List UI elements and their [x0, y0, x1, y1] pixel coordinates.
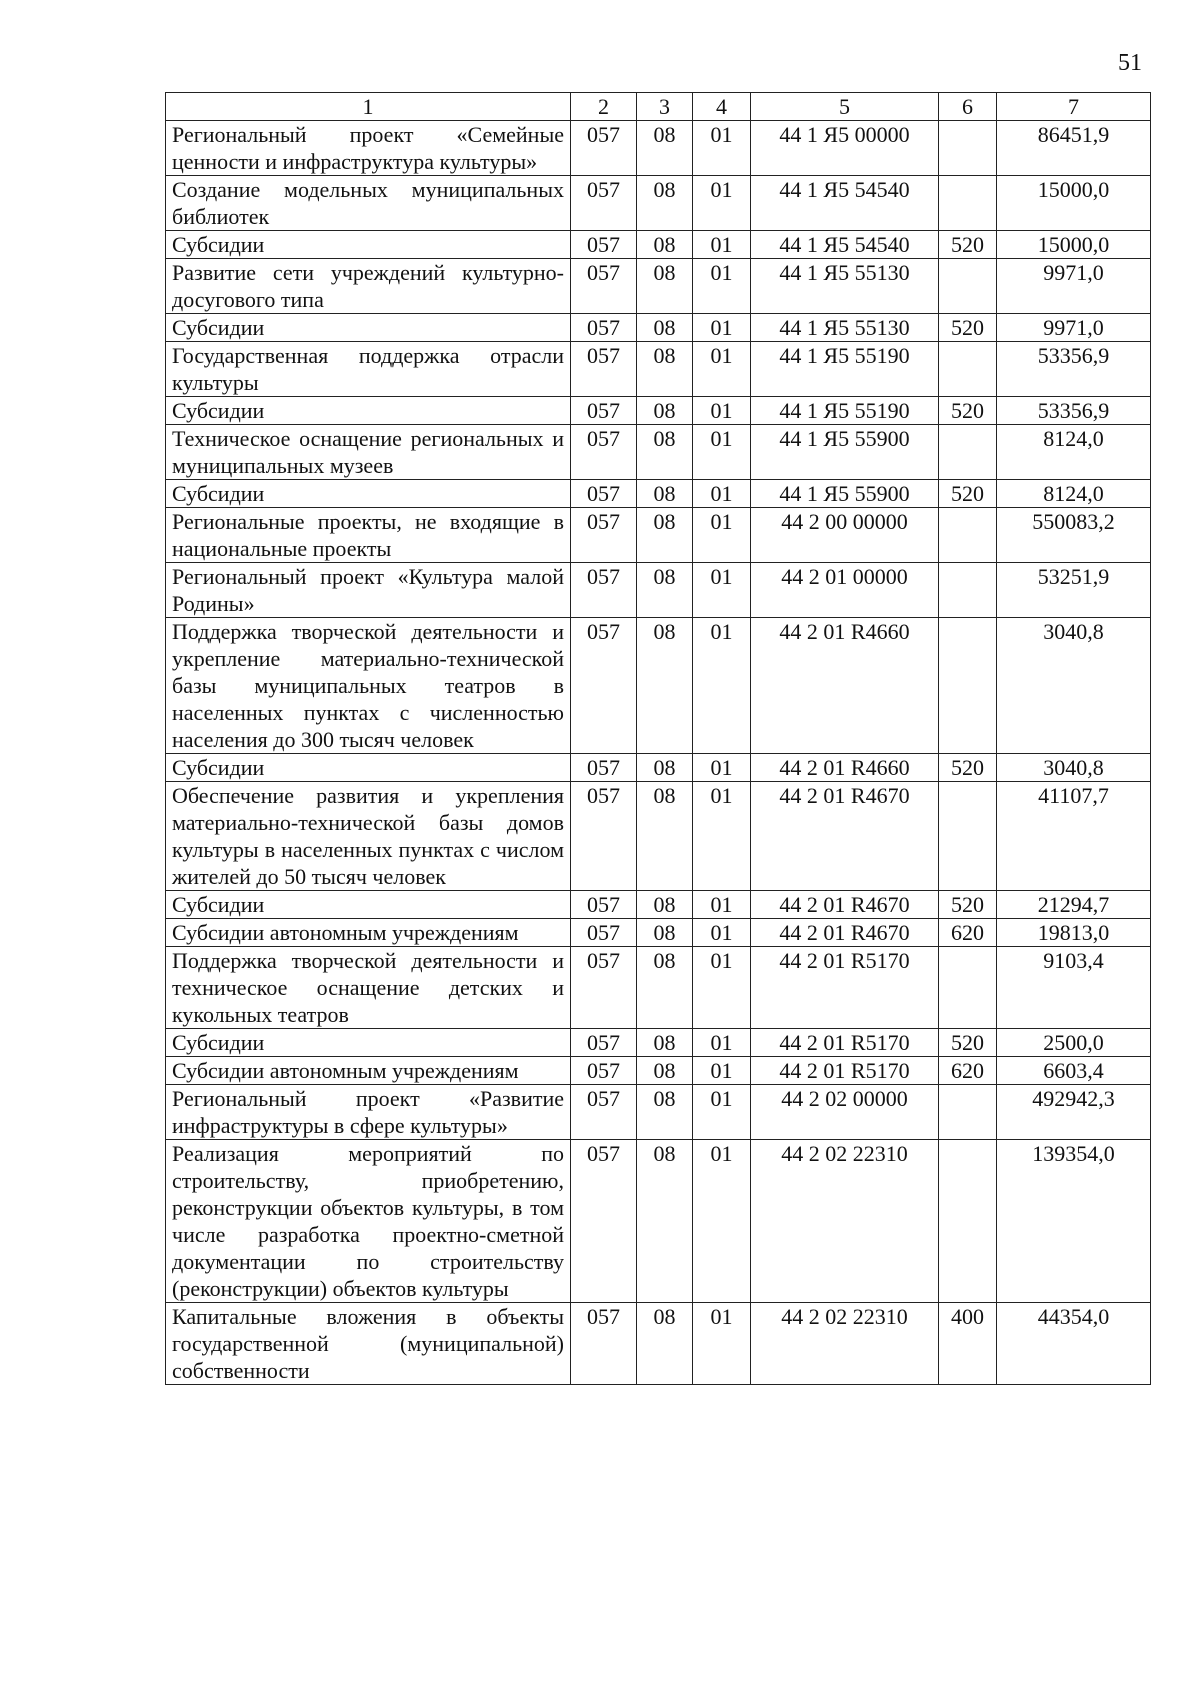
- target-article-cell: 44 2 02 22310: [751, 1303, 939, 1385]
- ved-code-cell: 057: [571, 480, 637, 508]
- section-code-cell: 08: [637, 919, 693, 947]
- row-name-cell: Региональный проект «Культура малой Родины»: [166, 563, 571, 618]
- section-code-cell: 08: [637, 480, 693, 508]
- table-row: [166, 947, 1151, 1029]
- row-name-cell: Субсидии: [166, 754, 571, 782]
- row-name-cell: Субсидии: [166, 891, 571, 919]
- expense-type-cell: [939, 782, 997, 891]
- subsection-code-cell: 01: [693, 342, 751, 397]
- section-code-cell: 08: [637, 1140, 693, 1303]
- col-header: 6: [939, 93, 997, 121]
- target-article-cell: 44 2 01 R4660: [751, 618, 939, 754]
- expense-type-cell: [939, 563, 997, 618]
- target-article-cell: 44 1 Я5 55130: [751, 259, 939, 314]
- amount-cell: 550083,2: [997, 508, 1151, 563]
- table-row: [166, 342, 1151, 397]
- target-article-cell: 44 2 01 R4660: [751, 754, 939, 782]
- row-name-cell: Субсидии: [166, 1029, 571, 1057]
- row-name-cell: Государственная поддержка отрасли культуры: [166, 342, 571, 397]
- section-code-cell: 08: [637, 891, 693, 919]
- table-row: [166, 891, 1151, 919]
- subsection-code-cell: 01: [693, 231, 751, 259]
- col-header: 7: [997, 93, 1151, 121]
- section-code-cell: 08: [637, 1057, 693, 1085]
- amount-cell: 492942,3: [997, 1085, 1151, 1140]
- col-header: 1: [166, 93, 571, 121]
- ved-code-cell: 057: [571, 1029, 637, 1057]
- amount-cell: 19813,0: [997, 919, 1151, 947]
- expense-type-cell: [939, 618, 997, 754]
- ved-code-cell: 057: [571, 754, 637, 782]
- target-article-cell: 44 2 01 R4670: [751, 919, 939, 947]
- expense-type-cell: [939, 176, 997, 231]
- section-code-cell: 08: [637, 1303, 693, 1385]
- subsection-code-cell: 01: [693, 891, 751, 919]
- section-code-cell: 08: [637, 508, 693, 563]
- target-article-cell: 44 1 Я5 55190: [751, 397, 939, 425]
- subsection-code-cell: 01: [693, 947, 751, 1029]
- amount-cell: 41107,7: [997, 782, 1151, 891]
- subsection-code-cell: 01: [693, 782, 751, 891]
- ved-code-cell: 057: [571, 1057, 637, 1085]
- section-code-cell: 08: [637, 947, 693, 1029]
- ved-code-cell: 057: [571, 1140, 637, 1303]
- subsection-code-cell: 01: [693, 563, 751, 618]
- section-code-cell: 08: [637, 121, 693, 176]
- expense-type-cell: 520: [939, 754, 997, 782]
- amount-cell: 21294,7: [997, 891, 1151, 919]
- table-row: [166, 754, 1151, 782]
- ved-code-cell: 057: [571, 891, 637, 919]
- expense-type-cell: [939, 1140, 997, 1303]
- expense-type-cell: [939, 947, 997, 1029]
- col-header: 2: [571, 93, 637, 121]
- ved-code-cell: 057: [571, 314, 637, 342]
- expense-type-cell: [939, 342, 997, 397]
- target-article-cell: 44 1 Я5 54540: [751, 231, 939, 259]
- amount-cell: 8124,0: [997, 480, 1151, 508]
- row-name-cell: Региональный проект «Семейные ценности и инфраструктура культуры»: [166, 121, 571, 176]
- section-code-cell: 08: [637, 1085, 693, 1140]
- row-name-cell: Развитие сети учреждений культурно-досугового типа: [166, 259, 571, 314]
- amount-cell: 9971,0: [997, 259, 1151, 314]
- row-name-cell: Региональный проект «Развитие инфраструктуры в сфере культуры»: [166, 1085, 571, 1140]
- section-code-cell: 08: [637, 231, 693, 259]
- amount-cell: 53251,9: [997, 563, 1151, 618]
- table-row: [166, 314, 1151, 342]
- amount-cell: 9103,4: [997, 947, 1151, 1029]
- table-row: [166, 508, 1151, 563]
- amount-cell: 2500,0: [997, 1029, 1151, 1057]
- table-row: [166, 397, 1151, 425]
- ved-code-cell: 057: [571, 397, 637, 425]
- subsection-code-cell: 01: [693, 397, 751, 425]
- section-code-cell: 08: [637, 563, 693, 618]
- budget-table: [165, 92, 1151, 1385]
- expense-type-cell: 520: [939, 397, 997, 425]
- section-code-cell: 08: [637, 397, 693, 425]
- col-header: 5: [751, 93, 939, 121]
- subsection-code-cell: 01: [693, 1029, 751, 1057]
- target-article-cell: 44 2 01 R5170: [751, 1057, 939, 1085]
- expense-type-cell: [939, 508, 997, 563]
- table-row: [166, 618, 1151, 754]
- table-row: [166, 1029, 1151, 1057]
- subsection-code-cell: 01: [693, 121, 751, 176]
- ved-code-cell: 057: [571, 425, 637, 480]
- ved-code-cell: 057: [571, 1085, 637, 1140]
- row-name-cell: Субсидии автономным учреждениям: [166, 919, 571, 947]
- amount-cell: 3040,8: [997, 754, 1151, 782]
- table-row: [166, 480, 1151, 508]
- expense-type-cell: 520: [939, 1029, 997, 1057]
- expense-type-cell: 520: [939, 891, 997, 919]
- section-code-cell: 08: [637, 618, 693, 754]
- target-article-cell: 44 2 01 R4670: [751, 891, 939, 919]
- target-article-cell: 44 2 02 00000: [751, 1085, 939, 1140]
- subsection-code-cell: 01: [693, 425, 751, 480]
- header-row: [166, 93, 1151, 121]
- table-row: [166, 425, 1151, 480]
- target-article-cell: 44 1 Я5 55190: [751, 342, 939, 397]
- target-article-cell: 44 1 Я5 55900: [751, 480, 939, 508]
- table-row: [166, 1140, 1151, 1303]
- page-number: 51: [1118, 50, 1142, 76]
- target-article-cell: 44 2 00 00000: [751, 508, 939, 563]
- ved-code-cell: 057: [571, 342, 637, 397]
- ved-code-cell: 057: [571, 508, 637, 563]
- section-code-cell: 08: [637, 259, 693, 314]
- section-code-cell: 08: [637, 782, 693, 891]
- section-code-cell: 08: [637, 342, 693, 397]
- subsection-code-cell: 01: [693, 1085, 751, 1140]
- col-header: 3: [637, 93, 693, 121]
- amount-cell: 44354,0: [997, 1303, 1151, 1385]
- section-code-cell: 08: [637, 314, 693, 342]
- row-name-cell: Техническое оснащение региональных и муниципальных музеев: [166, 425, 571, 480]
- row-name-cell: Поддержка творческой деятельности и укрепление материально-технической базы муниципальных театров в населенных пунктах с численностью населения до 300 тысяч человек: [166, 618, 571, 754]
- row-name-cell: Субсидии: [166, 231, 571, 259]
- expense-type-cell: [939, 1085, 997, 1140]
- ved-code-cell: 057: [571, 1303, 637, 1385]
- ved-code-cell: 057: [571, 919, 637, 947]
- section-code-cell: 08: [637, 1029, 693, 1057]
- expense-type-cell: [939, 259, 997, 314]
- subsection-code-cell: 01: [693, 259, 751, 314]
- target-article-cell: 44 1 Я5 54540: [751, 176, 939, 231]
- amount-cell: 15000,0: [997, 231, 1151, 259]
- row-name-cell: Субсидии: [166, 480, 571, 508]
- table-row: [166, 259, 1151, 314]
- row-name-cell: Реализация мероприятий по строительству, приобретению, реконструкции объектов культуры, в том числе разработка проектно-сметной документации по строительству (реконструкции) объектов культуры: [166, 1140, 571, 1303]
- section-code-cell: 08: [637, 754, 693, 782]
- table-row: [166, 176, 1151, 231]
- expense-type-cell: 620: [939, 919, 997, 947]
- subsection-code-cell: 01: [693, 1303, 751, 1385]
- expense-type-cell: [939, 425, 997, 480]
- row-name-cell: Субсидии автономным учреждениям: [166, 1057, 571, 1085]
- table-row: [166, 919, 1151, 947]
- target-article-cell: 44 2 01 00000: [751, 563, 939, 618]
- ved-code-cell: 057: [571, 618, 637, 754]
- expense-type-cell: 520: [939, 480, 997, 508]
- subsection-code-cell: 01: [693, 919, 751, 947]
- subsection-code-cell: 01: [693, 508, 751, 563]
- ved-code-cell: 057: [571, 563, 637, 618]
- table-row: [166, 563, 1151, 618]
- ved-code-cell: 057: [571, 121, 637, 176]
- row-name-cell: Капитальные вложения в объекты государственной (муниципальной) собственности: [166, 1303, 571, 1385]
- target-article-cell: 44 1 Я5 55900: [751, 425, 939, 480]
- amount-cell: 6603,4: [997, 1057, 1151, 1085]
- amount-cell: 15000,0: [997, 176, 1151, 231]
- table-row: [166, 1057, 1151, 1085]
- subsection-code-cell: 01: [693, 480, 751, 508]
- target-article-cell: 44 1 Я5 55130: [751, 314, 939, 342]
- amount-cell: 53356,9: [997, 342, 1151, 397]
- row-name-cell: Региональные проекты, не входящие в национальные проекты: [166, 508, 571, 563]
- row-name-cell: Субсидии: [166, 314, 571, 342]
- amount-cell: 9971,0: [997, 314, 1151, 342]
- subsection-code-cell: 01: [693, 1057, 751, 1085]
- ved-code-cell: 057: [571, 231, 637, 259]
- ved-code-cell: 057: [571, 259, 637, 314]
- subsection-code-cell: 01: [693, 754, 751, 782]
- col-header: 4: [693, 93, 751, 121]
- row-name-cell: Субсидии: [166, 397, 571, 425]
- expense-type-cell: 400: [939, 1303, 997, 1385]
- section-code-cell: 08: [637, 425, 693, 480]
- subsection-code-cell: 01: [693, 618, 751, 754]
- row-name-cell: Создание модельных муниципальных библиотек: [166, 176, 571, 231]
- row-name-cell: Поддержка творческой деятельности и техническое оснащение детских и кукольных театров: [166, 947, 571, 1029]
- table-row: [166, 782, 1151, 891]
- target-article-cell: 44 2 01 R4670: [751, 782, 939, 891]
- row-name-cell: Обеспечение развития и укрепления материально-технической базы домов культуры в населенных пунктах с числом жителей до 50 тысяч человек: [166, 782, 571, 891]
- subsection-code-cell: 01: [693, 176, 751, 231]
- expense-type-cell: 520: [939, 314, 997, 342]
- ved-code-cell: 057: [571, 947, 637, 1029]
- ved-code-cell: 057: [571, 782, 637, 891]
- target-article-cell: 44 1 Я5 00000: [751, 121, 939, 176]
- subsection-code-cell: 01: [693, 1140, 751, 1303]
- expense-type-cell: 620: [939, 1057, 997, 1085]
- table-row: [166, 1085, 1151, 1140]
- ved-code-cell: 057: [571, 176, 637, 231]
- amount-cell: 53356,9: [997, 397, 1151, 425]
- target-article-cell: 44 2 02 22310: [751, 1140, 939, 1303]
- table-row: [166, 1303, 1151, 1385]
- target-article-cell: 44 2 01 R5170: [751, 1029, 939, 1057]
- expense-type-cell: 520: [939, 231, 997, 259]
- table-row: [166, 231, 1151, 259]
- amount-cell: 8124,0: [997, 425, 1151, 480]
- target-article-cell: 44 2 01 R5170: [751, 947, 939, 1029]
- table-row: [166, 121, 1151, 176]
- amount-cell: 3040,8: [997, 618, 1151, 754]
- subsection-code-cell: 01: [693, 314, 751, 342]
- amount-cell: 139354,0: [997, 1140, 1151, 1303]
- expense-type-cell: [939, 121, 997, 176]
- section-code-cell: 08: [637, 176, 693, 231]
- amount-cell: 86451,9: [997, 121, 1151, 176]
